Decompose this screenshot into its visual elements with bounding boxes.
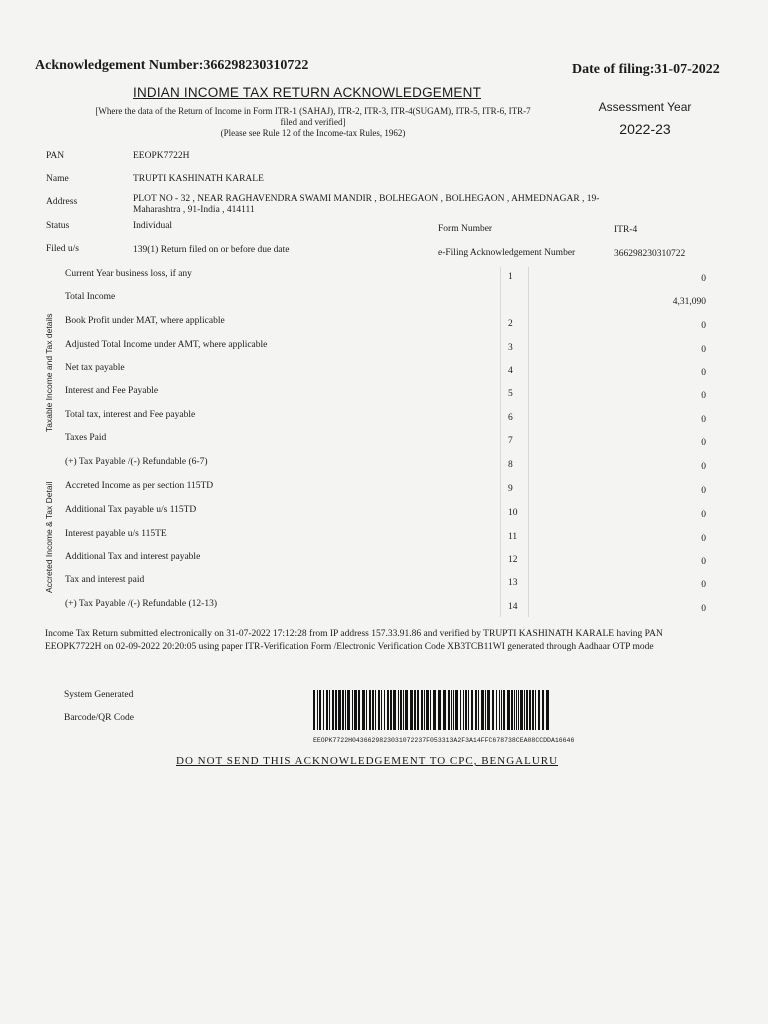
row-label: Tax and interest paid <box>65 575 145 585</box>
row-value: 0 <box>701 580 706 590</box>
name-label: Name <box>46 174 69 184</box>
row-value: 0 <box>701 462 706 472</box>
assessment-year-value: 2022-23 <box>619 121 671 137</box>
table-row <box>58 338 714 361</box>
filed-us-label: Filed u/s <box>46 244 79 254</box>
row-label: Total tax, interest and Fee payable <box>65 410 196 420</box>
efiling-ack-label: e-Filing Acknowledgement Number <box>438 248 576 258</box>
row-value: 0 <box>701 345 706 355</box>
table-row <box>58 597 714 620</box>
subtitle-line3: (Please see Rule 12 of the Income-tax Rules, 1962) <box>220 128 406 138</box>
table-row <box>58 361 714 384</box>
date-of-filing: Date of filing:31-07-2022 <box>572 62 720 77</box>
barcode-text: EEOPK7722H0436629823031072237F053313A2F3A14FFC678738CEA08CCDDA16646 <box>313 737 575 744</box>
subtitle-line2: filed and verified] <box>280 117 346 127</box>
row-label: Total Income <box>65 292 116 302</box>
row-value: 0 <box>701 438 706 448</box>
row-number: 1 <box>508 272 513 282</box>
row-label: Interest and Fee Payable <box>65 386 159 396</box>
row-number: 5 <box>508 389 513 399</box>
row-number: 3 <box>508 343 513 353</box>
form-number-label: Form Number <box>438 224 493 234</box>
address-line1: PLOT NO - 32 , NEAR RAGHAVENDRA SWAMI MANDIR , BOLHEGAON , BOLHEGAON , AHMEDNAGAR , 19- <box>133 194 600 204</box>
row-value: 0 <box>701 368 706 378</box>
row-label: Book Profit under MAT, where applicable <box>65 316 225 326</box>
status-label: Status <box>46 221 70 231</box>
subtitle-line1: [Where the data of the Return of Income in Form ITR-1 (SAHAJ), ITR-2, ITR-3, ITR-4(SUGAM), ITR-5, ITR-6, ITR-7 <box>95 106 531 116</box>
row-value: 0 <box>701 604 706 614</box>
table-row <box>58 384 714 407</box>
row-number: 13 <box>508 578 518 588</box>
row-label: Adjusted Total Income under AMT, where applicable <box>65 340 268 350</box>
side-label-taxable: Taxable Income and Tax details <box>44 313 54 432</box>
filed-us-value: 139(1) Return filed on or before due date <box>133 245 290 255</box>
row-number: 8 <box>508 460 513 470</box>
row-number: 2 <box>508 319 513 329</box>
assessment-year-label: Assessment Year <box>598 100 692 114</box>
pan-value: EEOPK7722H <box>133 151 190 161</box>
status-value: Individual <box>133 221 173 231</box>
table-row <box>58 314 714 337</box>
address-line2: Maharashtra , 91-India , 414111 <box>133 205 255 215</box>
acknowledgement-number: Acknowledgement Number:366298230310722 <box>35 58 309 73</box>
row-label: Additional Tax and interest payable <box>65 552 201 562</box>
row-number: 11 <box>508 532 518 542</box>
row-number: 12 <box>508 555 518 565</box>
row-number: 10 <box>508 508 518 518</box>
efiling-ack-value: 366298230310722 <box>614 249 686 259</box>
name-value: TRUPTI KASHINATH KARALE <box>133 174 264 184</box>
verification-statement: Income Tax Return submitted electronically on 31-07-2022 17:12:28 from IP address 157.33.91.86 and verified by TRUPTI KASHINATH KARALE having PAN EEOPK7722H on 02-09-2022 20:20:05 using paper ITR-Verification Form /Electronic Verification Code XB3TCB11WI generated through Aadhaar OTP mode <box>45 629 663 652</box>
table-row <box>58 431 714 454</box>
row-value: 4,31,090 <box>672 297 706 307</box>
table-row <box>58 290 714 313</box>
row-number: 7 <box>508 436 513 446</box>
row-value: 0 <box>701 321 706 331</box>
table-row <box>58 455 714 478</box>
side-label-accreted: Accreted Income & Tax Detail <box>44 481 54 593</box>
barcode-image <box>313 690 551 730</box>
row-label: (+) Tax Payable /(-) Refundable (12-13) <box>65 599 217 609</box>
system-generated-label: System Generated <box>64 690 134 700</box>
row-value: 0 <box>701 274 706 284</box>
row-label: Interest payable u/s 115TE <box>65 529 167 539</box>
row-label: Net tax payable <box>65 363 125 373</box>
table-row <box>58 479 714 502</box>
barcode-label: Barcode/QR Code <box>64 713 134 723</box>
row-number: 9 <box>508 484 513 494</box>
page-title: INDIAN INCOME TAX RETURN ACKNOWLEDGEMENT <box>133 85 482 100</box>
row-value: 0 <box>701 557 706 567</box>
row-label: (+) Tax Payable /(-) Refundable (6-7) <box>65 457 208 467</box>
footer-notice: DO NOT SEND THIS ACKNOWLEDGEMENT TO CPC, BENGALURU <box>176 755 559 767</box>
row-label: Taxes Paid <box>65 433 107 443</box>
row-number: 14 <box>508 602 518 612</box>
row-value: 0 <box>701 510 706 520</box>
table-row <box>58 408 714 431</box>
row-value: 0 <box>701 391 706 401</box>
pan-label: PAN <box>46 151 65 161</box>
row-value: 0 <box>701 534 706 544</box>
row-number: 6 <box>508 413 513 423</box>
row-label: Accreted Income as per section 115TD <box>65 481 214 491</box>
table-row <box>58 573 714 596</box>
row-label: Additional Tax payable u/s 115TD <box>65 505 197 515</box>
row-label: Current Year business loss, if any <box>65 269 192 279</box>
row-number: 4 <box>508 366 513 376</box>
table-row <box>58 267 714 290</box>
table-row <box>58 527 714 550</box>
form-number-value: ITR-4 <box>614 225 638 235</box>
table-row <box>58 550 714 573</box>
row-value: 0 <box>701 486 706 496</box>
table-row <box>58 503 714 526</box>
address-label: Address <box>46 197 78 207</box>
row-value: 0 <box>701 415 706 425</box>
